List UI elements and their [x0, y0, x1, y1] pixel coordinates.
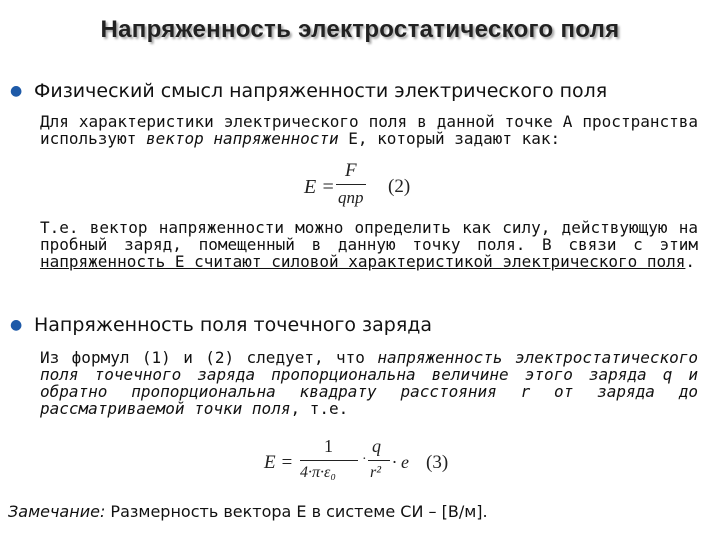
remark: [8, 502, 488, 521]
paragraph-3: [40, 349, 698, 417]
remark-text: Размерность вектора E в системе СИ – [В/м].: [105, 502, 488, 521]
p1-text-a: Для характеристики электрического поля в данной точке А пространства используют: [40, 112, 698, 148]
paragraph-1: [40, 113, 698, 147]
formula-2-num: F: [345, 160, 357, 181]
bullet-2-text: Напряженность поля точечного заряда: [34, 314, 433, 336]
formula-2-bar: [336, 184, 366, 185]
p1-text-b: E, который задают как:: [338, 129, 561, 148]
p2-text-a: Т.е. вектор напряженности можно определить как силу, действующую на пробный заряд, помещенный в данную точку поля. В связи с этим: [40, 218, 698, 254]
formula-3-tail: · e: [392, 452, 409, 472]
slide-title: Напряженность электростатического поля: [100, 16, 620, 43]
formula-3-bar-2: [368, 460, 390, 461]
p1-text-italic: вектор напряженности: [145, 129, 339, 148]
bullet-1: [10, 80, 607, 102]
formula-3: [262, 436, 462, 492]
p3-text-italic: напряженность электростатического поля точечного заряда пропорциональна величине этого заряда q и обратно пропорциональна квадрату расстояния r от заряда до рассматриваемой точки поля: [40, 348, 698, 418]
formula-2-den: qпр: [338, 188, 364, 207]
formula-3-lhs: E =: [264, 452, 294, 473]
p3-text-a: Из формул (1) и (2) следует, что: [40, 348, 378, 367]
formula-2-lhs: E =: [304, 176, 335, 198]
bullet-2: [10, 314, 432, 336]
bullet-dot-icon: ●: [10, 83, 23, 99]
formula-3-den1: 4·π·ε₀: [300, 464, 336, 481]
p2-underlined: напряженность E считают силовой характеристикой электрического поля: [40, 252, 686, 271]
formula-3-num2: q: [372, 436, 381, 456]
bullet-1-text: Физический смысл напряженности электрического поля: [34, 80, 608, 102]
p2-end: .: [685, 252, 696, 271]
formula-3-dot: ·: [362, 452, 367, 467]
formula-3-bar-1: [300, 460, 358, 461]
formula-3-den2: r²: [370, 464, 382, 481]
formula-3-label: (3): [426, 452, 449, 473]
formula-3-num1: 1: [324, 436, 333, 456]
p3-text-b: , т.е.: [290, 399, 349, 418]
paragraph-2: [40, 219, 698, 270]
formula-2-label: (2): [388, 176, 411, 197]
formula-2: [300, 158, 430, 216]
bullet-dot-icon: ●: [10, 317, 23, 333]
remark-label: Замечание:: [8, 502, 106, 521]
